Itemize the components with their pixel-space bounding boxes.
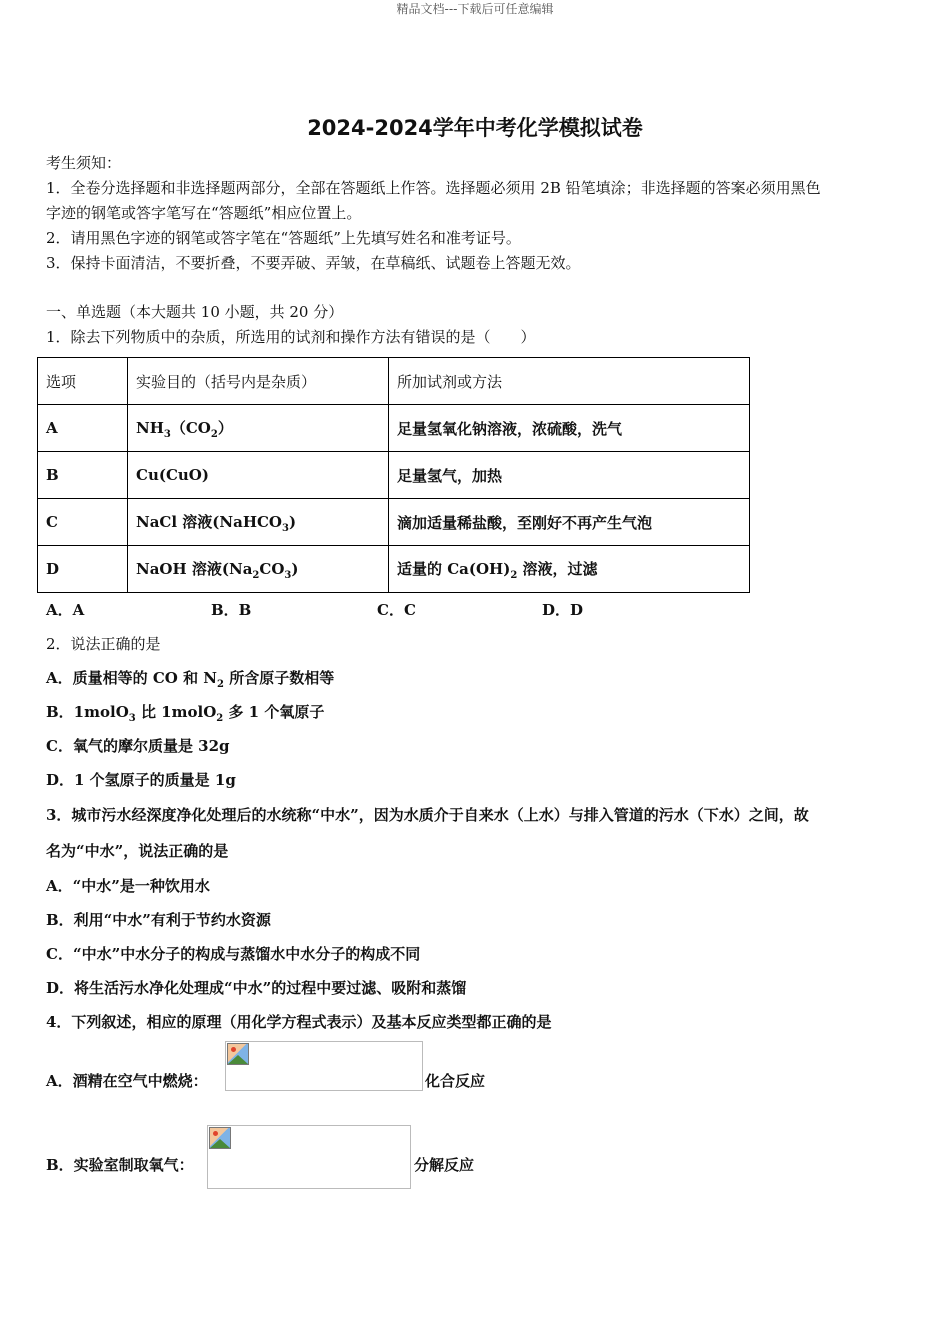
option-cell: C: [38, 499, 128, 546]
method-cell: 足量氢氧化钠溶液，浓硫酸，洗气: [389, 405, 750, 452]
q4-choice-a-label[interactable]: A．酒精在空气中燃烧：: [46, 1072, 208, 1090]
option-cell: D: [38, 546, 128, 593]
goal-cell: Cu(CuO): [128, 452, 389, 499]
q2-choice-c[interactable]: C．氧气的摩尔质量是 32g: [46, 737, 230, 755]
q2-choice-d[interactable]: D．1 个氢原子的质量是 1g: [46, 771, 236, 789]
table-header-cell: 所加试剂或方法: [389, 358, 750, 405]
goal-cell: $NH_3(CO_2)$: [128, 405, 389, 452]
section-heading: 一、单选题（本大题共 10 小题，共 20 分）: [46, 303, 344, 321]
q3-stem-line2: 名为“中水”，说法正确的是: [46, 842, 229, 860]
q1-table: [37, 357, 750, 593]
q3-choice-b[interactable]: B．利用“中水”有利于节约水资源: [46, 911, 271, 929]
table-row: [38, 546, 750, 593]
table-row: [38, 499, 750, 546]
table-row: [38, 405, 750, 452]
option-cell: B: [38, 452, 128, 499]
q2-choice-b[interactable]: B．1molO$_3$ 比 1molO$_2$ 多 1 个氧原子: [46, 703, 325, 724]
notice-line-2: 2．请用黑色字迹的钢笔或答字笔在“答题纸”上先填写姓名和准考证号。: [46, 229, 521, 247]
q4-stem: 4．下列叙述，相应的原理（用化学方程式表示）及基本反应类型都正确的是: [46, 1013, 552, 1031]
q1-choice-c[interactable]: C．C: [377, 601, 416, 619]
page-title: 2024-2024学年中考化学模拟试卷: [307, 116, 643, 140]
q1-stem: 1．除去下列物质中的杂质，所选用的试剂和操作方法有错误的是（ ）: [46, 328, 536, 346]
equation-image-placeholder: [225, 1041, 423, 1091]
q4-choice-a-type: 化合反应: [425, 1072, 486, 1090]
q3-stem-line1: 3．城市污水经深度净化处理后的水统称“中水”，因为水质介于自来水（上水）与排入管道的污水（下水）之间，故: [46, 806, 809, 824]
notice-line-3: 3．保持卡面清洁，不要折叠，不要弄破、弄皱，在草稿纸、试题卷上答题无效。: [46, 254, 581, 272]
q2-stem: 2．说法正确的是: [46, 635, 161, 653]
goal-cell: NaOH 溶液$(Na_2CO_3)$: [128, 546, 389, 593]
q4-choice-b-label[interactable]: B．实验室制取氧气：: [46, 1156, 194, 1174]
table-header-cell: 选项: [38, 358, 128, 405]
q3-choice-d[interactable]: D．将生活污水净化处理成“中水”的过程中要过滤、吸附和蒸馏: [46, 979, 467, 997]
table-header-cell: 实验目的（括号内是杂质）: [128, 358, 389, 405]
header-note: 精品文档---下载后可任意编辑: [396, 2, 554, 16]
q1-choice-d[interactable]: D．D: [542, 601, 584, 619]
q1-choice-a[interactable]: A．A: [46, 601, 85, 619]
option-cell: A: [38, 405, 128, 452]
table-header-row: [38, 358, 750, 405]
q3-choice-c[interactable]: C．“中水”中水分子的构成与蒸馏水中水分子的构成不同: [46, 945, 421, 963]
notice-heading: 考生须知：: [46, 154, 122, 172]
method-cell: 足量氢气，加热: [389, 452, 750, 499]
broken-image-icon: [227, 1043, 249, 1065]
notice-line-1b: 字迹的钢笔或答字笔写在“答题纸”相应位置上。: [46, 204, 362, 222]
equation-image-placeholder: [207, 1125, 411, 1189]
table-row: [38, 452, 750, 499]
goal-cell: NaCl 溶液(NaHCO$_3$): [128, 499, 389, 546]
q3-choice-a[interactable]: A．“中水”是一种饮用水: [46, 877, 210, 895]
notice-line-1a: 1．全卷分选择题和非选择题两部分，全部在答题纸上作答。选择题必须用 2B 铅笔填涂；非选择题的答案必须用黑色: [46, 179, 821, 197]
method-cell: 滴加适量稀盐酸，至刚好不再产生气泡: [389, 499, 750, 546]
method-cell: 适量的 $Ca(OH)_2$ 溶液，过滤: [389, 546, 750, 593]
q2-choice-a[interactable]: A．质量相等的 CO 和 $N_2$ 所含原子数相等: [46, 669, 335, 690]
broken-image-icon: [209, 1127, 231, 1149]
q1-choice-b[interactable]: B．B: [211, 601, 252, 619]
q4-choice-b-type: 分解反应: [414, 1156, 475, 1174]
